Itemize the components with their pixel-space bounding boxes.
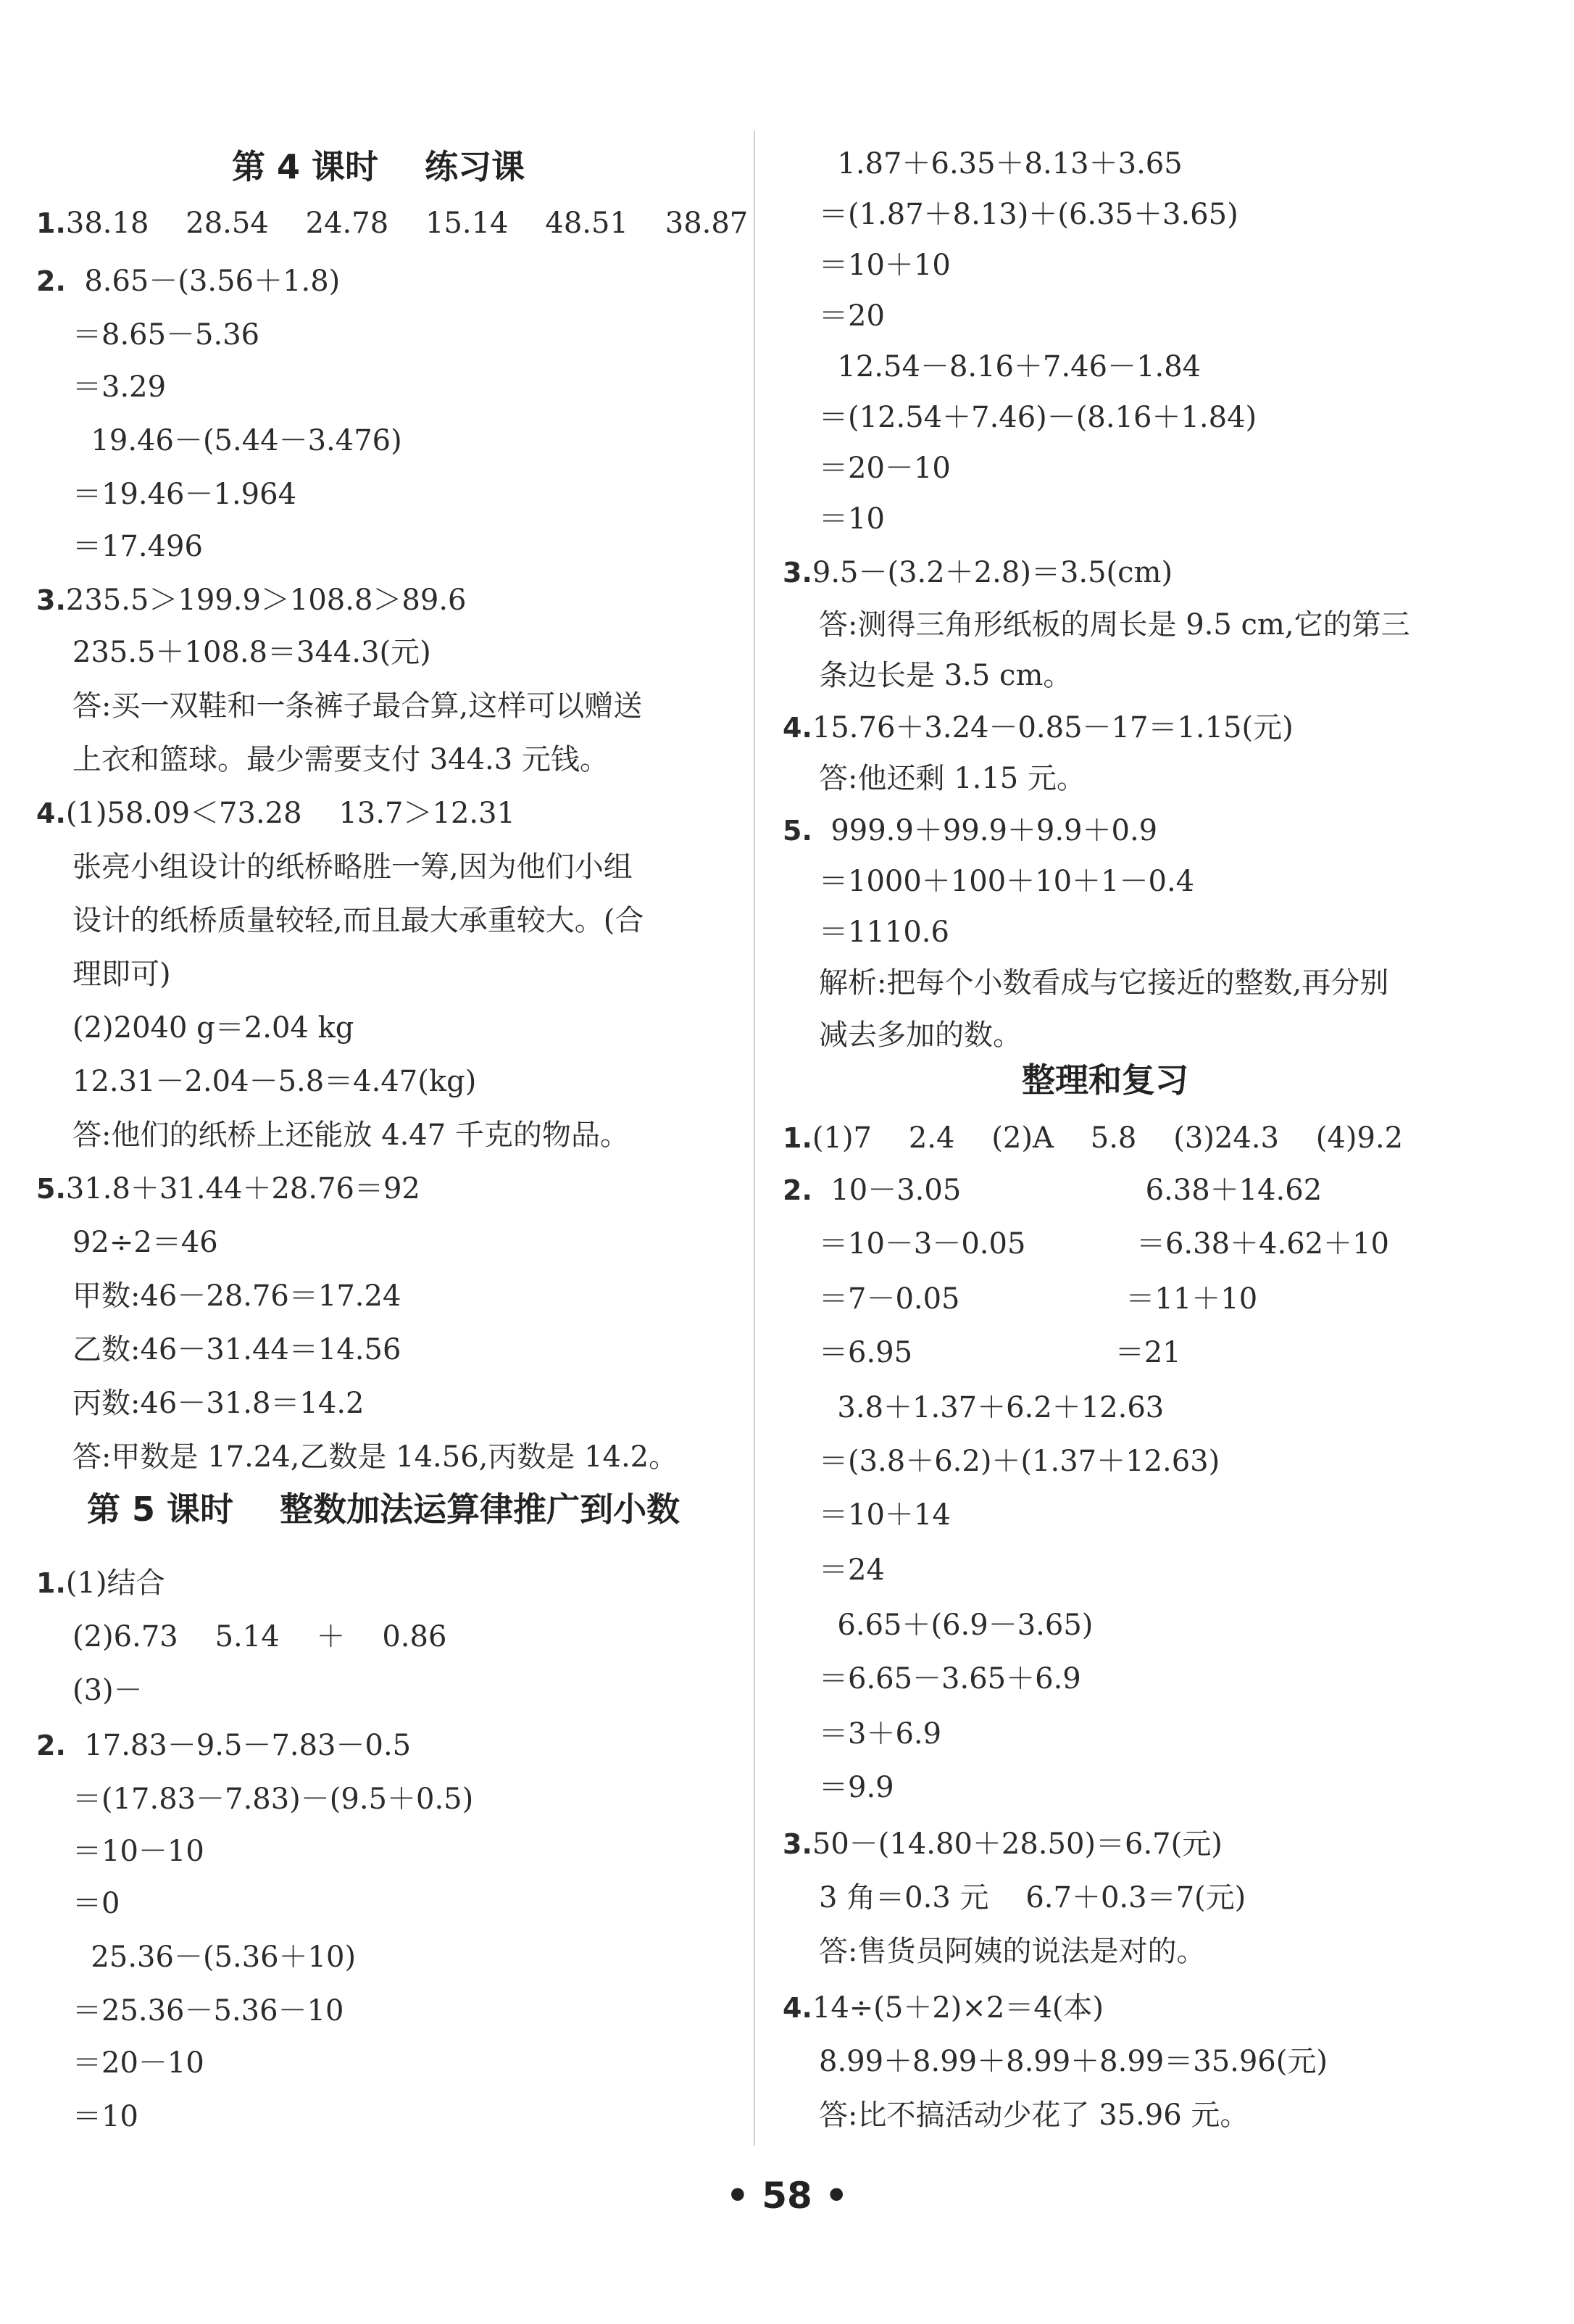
answer-text: 31.8＋31.44＋28.76＝92 (65, 1172, 420, 1205)
answer-text: 答:他还剩 1.15 元。 (819, 762, 1086, 795)
question-number: 3. (36, 584, 66, 616)
answer-line (72, 955, 171, 993)
answer-line (819, 2043, 1328, 2080)
answer-text: 10－3.05 6.38＋14.62 (812, 1174, 1323, 1207)
answer-text: 6.65＋(6.9－3.65) (819, 1609, 1094, 1642)
question-number: 4. (36, 797, 66, 829)
answer-line (72, 741, 609, 779)
answer-line (819, 964, 1388, 1002)
answer-text: 解析:把每个小数看成与它接近的整数,再分别 (819, 966, 1389, 1000)
answer-line (36, 1170, 420, 1208)
answer-text: 3.8＋1.37＋6.2＋12.63 (819, 1391, 1165, 1424)
answer-line (72, 2098, 138, 2136)
answer-text: ＝17.496 (72, 530, 203, 563)
answer-line (819, 2096, 1249, 2134)
answer-line (819, 449, 951, 487)
answer-text: 12.31－2.04－5.8＝4.47(kg) (72, 1065, 477, 1098)
question-number: 1. (36, 1567, 66, 1599)
answer-text: 92÷2＝46 (72, 1226, 218, 1259)
answer-text: ＝(12.54＋7.46)－(8.16＋1.84) (819, 401, 1257, 434)
question-number: 4. (783, 1992, 812, 2024)
answer-line (819, 399, 1257, 436)
answer-text: 235.5＞199.9＞108.8＞89.6 (65, 584, 467, 617)
answer-line (72, 1992, 343, 2030)
answer-line (72, 1780, 473, 1818)
answer-text: ＝10－3－0.05 ＝6.38＋4.62＋10 (819, 1227, 1390, 1261)
answer-line (819, 863, 1194, 900)
answer-line (72, 2044, 204, 2082)
answer-line (72, 687, 642, 725)
answer-line (819, 760, 1086, 797)
answer-text: ＝10＋10 (819, 249, 951, 282)
answer-text: ＝1000＋100＋10＋1－0.4 (819, 865, 1195, 898)
answer-text: 张亮小组设计的纸桥略胜一筹,因为他们小组 (72, 850, 633, 884)
answer-line (819, 246, 951, 284)
answer-text: ＝7－0.05 ＝11＋10 (819, 1282, 1258, 1316)
answer-line (819, 145, 1183, 183)
answer-line (819, 657, 1072, 694)
answer-line (783, 1171, 1322, 1209)
question-number: 5. (783, 815, 812, 847)
answer-text: 17.83－9.5－7.83－0.5 (65, 1729, 412, 1762)
answer-line (819, 1443, 1220, 1480)
answer-line (72, 902, 644, 939)
question-number: 1. (783, 1122, 812, 1154)
answer-line (819, 1280, 1257, 1318)
answer-line (819, 606, 1410, 644)
answer-line (819, 913, 949, 951)
answer-text: ＝24 (819, 1553, 885, 1587)
answer-text: 答:他们的纸桥上还能放 4.47 千克的物品。 (72, 1119, 629, 1152)
answer-text: 8.65－(3.56＋1.8) (65, 265, 341, 298)
answer-line (36, 204, 748, 242)
answer-text: ＝10－10 (72, 1835, 204, 1868)
answer-line (819, 1496, 951, 1534)
question-number: 5. (36, 1173, 66, 1205)
answer-text: 答:买一双鞋和一条裤子最合算,这样可以赠送 (72, 689, 643, 723)
section-heading: 整理和复习 (1022, 1061, 1188, 1100)
answer-line (819, 1769, 894, 1806)
answer-text: 减去多加的数。 (819, 1018, 1022, 1052)
answer-line (72, 1063, 476, 1100)
answer-line (783, 1119, 1403, 1157)
answer-text: 8.99＋8.99＋8.99＋8.99＝35.96(元) (819, 2045, 1328, 2078)
answer-text: ＝20－10 (819, 452, 951, 485)
answer-line (819, 1225, 1389, 1263)
answer-text: ＝(3.8＋6.2)＋(1.37＋12.63) (819, 1445, 1220, 1478)
answer-line (72, 316, 259, 354)
answer-line (72, 634, 431, 671)
answer-text: ＝6.95 ＝21 (819, 1336, 1181, 1369)
answer-text: ＝3＋6.9 (819, 1717, 942, 1751)
page-number: • 58 • (725, 2175, 849, 2217)
answer-text: 理即可) (72, 958, 171, 991)
answer-line (72, 368, 166, 406)
answer-line (819, 1715, 941, 1753)
answer-line (819, 1389, 1164, 1427)
answer-text: 14÷(5＋2)×2＝4(本) (812, 1991, 1104, 2025)
answer-text: 19.46－(5.44－3.476) (72, 424, 402, 457)
question-number: 2. (783, 1174, 812, 1206)
answer-text: 12.54－8.16＋7.46－1.84 (819, 350, 1202, 383)
answer-line (72, 1672, 143, 1709)
question-number: 3. (783, 1828, 812, 1860)
answer-text: 设计的纸桥质量较轻,而且最大承重较大。(合 (72, 904, 644, 937)
answer-text: 答:测得三角形纸板的周长是 9.5 cm,它的第三 (819, 608, 1410, 642)
answer-line (72, 1009, 354, 1047)
answer-line (72, 1885, 120, 1922)
answer-line (819, 1551, 885, 1589)
question-number: 2. (36, 265, 66, 297)
answer-line (72, 1618, 446, 1656)
answer-line (819, 1606, 1093, 1644)
answer-line (36, 1727, 411, 1764)
answer-line (819, 500, 885, 538)
answer-text: ＝0 (72, 1887, 120, 1920)
answer-line (36, 581, 467, 619)
answer-text: 3 角＝0.3 元 6.7＋0.3＝7(元) (819, 1881, 1246, 1914)
answer-line (819, 1933, 1205, 1970)
answer-line (819, 1660, 1081, 1698)
answer-text: 38.18 28.54 24.78 15.14 48.51 38.87 (65, 207, 749, 240)
answer-line (819, 297, 885, 335)
question-number: 3. (783, 557, 812, 589)
answer-text: ＝1110.6 (819, 916, 949, 949)
question-number: 1. (36, 207, 66, 239)
answer-line (72, 1331, 401, 1369)
answer-text: 答:甲数是 17.24,乙数是 14.56,丙数是 14.2。 (72, 1440, 678, 1474)
answer-line (72, 1385, 365, 1422)
answer-text: (3)－ (72, 1674, 143, 1707)
question-number: 4. (783, 712, 812, 744)
answer-line (783, 1825, 1223, 1863)
answer-line (72, 848, 633, 886)
answer-line (72, 1277, 401, 1315)
answer-line (72, 1938, 356, 1976)
answer-line (783, 554, 1173, 592)
answer-text: 甲数:46－28.76＝17.24 (72, 1279, 401, 1313)
section-heading: 第 5 课时 整数加法运算律推广到小数 (87, 1490, 680, 1529)
answer-text: 答:售货员阿姨的说法是对的。 (819, 1935, 1206, 1968)
answer-text: (2)6.73 5.14 ＋ 0.86 (72, 1620, 447, 1653)
answer-text: ＝8.65－5.36 (72, 318, 260, 352)
answer-text: ＝10 (819, 502, 885, 536)
answer-text: (1)58.09＜73.28 13.7＞12.31 (65, 797, 516, 830)
answer-text: ＝25.36－5.36－10 (72, 1994, 344, 2028)
answer-text: ＝6.65－3.65＋6.9 (819, 1662, 1081, 1696)
answer-text: 50－(14.80＋28.50)＝6.7(元) (812, 1827, 1223, 1861)
answer-text: 丙数:46－31.8＝14.2 (72, 1387, 365, 1420)
answer-text: 235.5＋108.8＝344.3(元) (72, 636, 431, 669)
answer-text: 9.5－(3.2＋2.8)＝3.5(cm) (812, 556, 1173, 589)
column-divider (754, 130, 755, 2146)
answer-text: ＝10＋14 (819, 1498, 951, 1532)
answer-line (783, 709, 1294, 747)
answer-line (72, 1833, 204, 1870)
section-heading: 第 4 课时 练习课 (232, 147, 525, 186)
answer-line (72, 528, 203, 565)
answer-line (783, 1989, 1104, 2027)
answer-line (72, 1224, 218, 1261)
answer-line (819, 1879, 1246, 1917)
answer-text: ＝(1.87＋8.13)＋(6.35＋3.65) (819, 198, 1238, 231)
answer-text: 15.76＋3.24－0.85－17＝1.15(元) (812, 711, 1294, 744)
answer-line (72, 476, 296, 513)
answer-text: 1.87＋6.35＋8.13＋3.65 (819, 147, 1183, 180)
answer-line (72, 1116, 629, 1154)
answer-text: 999.9＋99.9＋9.9＋0.9 (812, 814, 1158, 847)
answer-text: 条边长是 3.5 cm。 (819, 659, 1073, 692)
answer-text: ＝(17.83－7.83)－(9.5＋0.5) (72, 1783, 474, 1816)
answer-text: (1)7 2.4 (2)A 5.8 (3)24.3 (4)9.2 (812, 1121, 1404, 1155)
answer-text: ＝3.29 (72, 370, 167, 404)
answer-line (819, 1016, 1022, 1054)
answer-text: ＝19.46－1.964 (72, 478, 297, 511)
answer-line (783, 812, 1157, 850)
answer-text: ＝20 (819, 299, 885, 333)
answer-text: (2)2040 g＝2.04 kg (72, 1011, 354, 1045)
answer-line (819, 196, 1238, 233)
question-number: 2. (36, 1730, 66, 1761)
answer-text: ＝9.9 (819, 1771, 894, 1804)
answer-line (819, 348, 1201, 386)
answer-text: ＝10 (72, 2100, 138, 2133)
answer-text: 25.36－(5.36＋10) (72, 1941, 357, 1974)
answer-line (36, 794, 515, 832)
answer-text: (1)结合 (65, 1566, 165, 1600)
answer-line (72, 422, 402, 460)
answer-line (36, 262, 340, 300)
answer-text: 上衣和篮球。最少需要支付 344.3 元钱。 (72, 743, 609, 776)
answer-text: 答:比不搞活动少花了 35.96 元。 (819, 2099, 1249, 2132)
answer-text: 乙数:46－31.44＝14.56 (72, 1333, 401, 1366)
answer-line (36, 1564, 165, 1602)
answer-line (819, 1334, 1181, 1371)
answer-line (72, 1438, 678, 1476)
answer-text: ＝20－10 (72, 2046, 204, 2080)
